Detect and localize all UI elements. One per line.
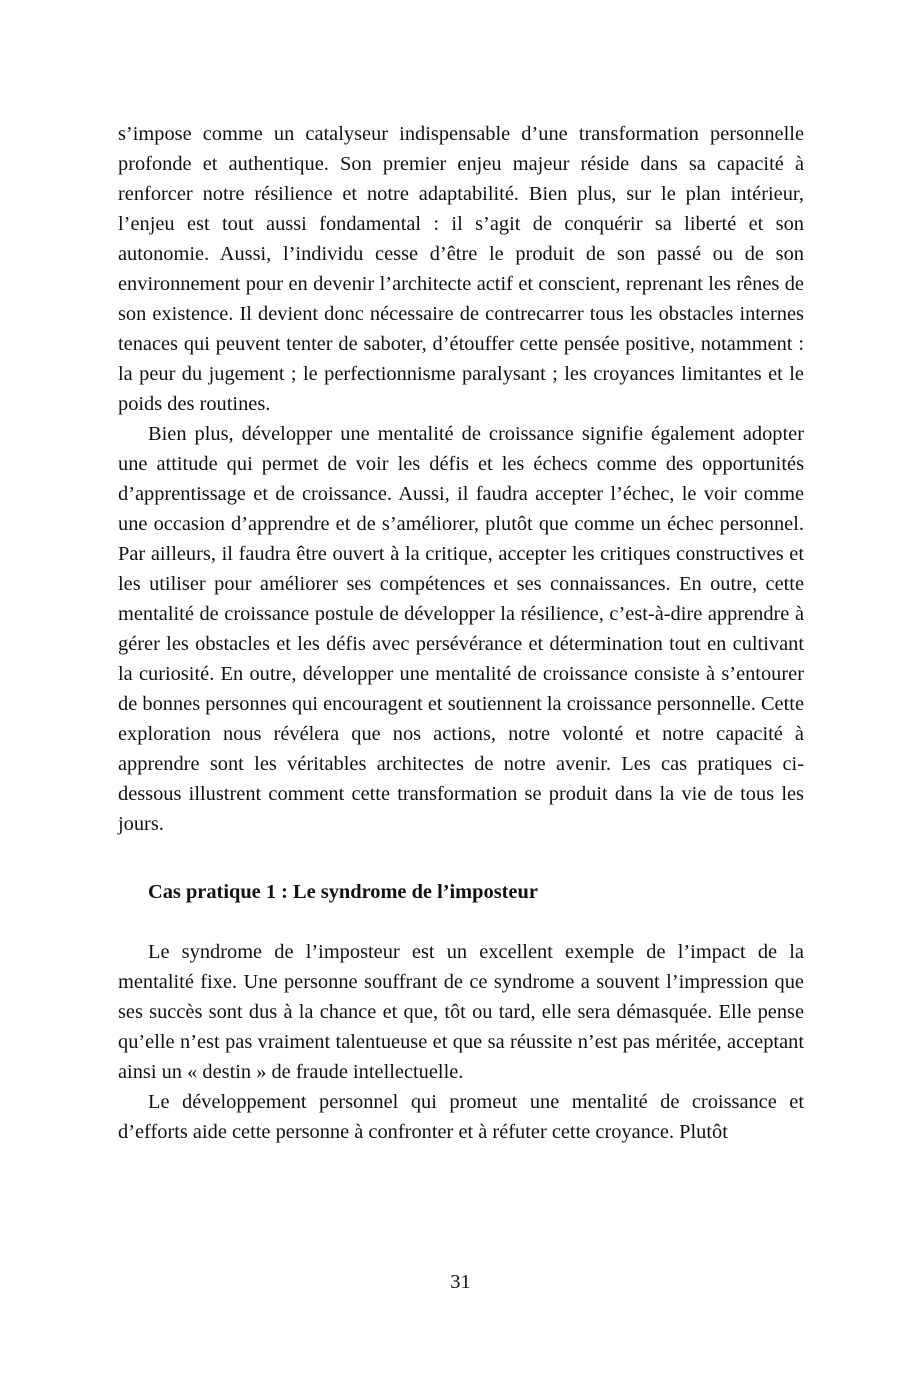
paragraph-continuation: s’impose comme un catalyseur indispensable d’une transformation personnelle profonde et authentique. Son premier enjeu majeur réside dans sa capacité à renforcer notre résilience et notre adaptabilité. Bien plus, sur le plan intérieur, l’enjeu est tout aussi fondamental : il s’agit de conquérir sa liberté et son autonomie. Aussi, l’individu cesse d’être le produit de son passé ou de son environnement pour en devenir l’architecte actif et conscient, reprenant les rênes de son existence. Il devient donc nécessaire de contrecarrer tous les obstacles internes tenaces qui peuvent tenter de saboter, d’étouffer cette pensée positive, notamment : la peur du jugement ; le perfectionnisme paralysant ; les croyances limitantes et le poids des routines. [118,123,804,415]
paragraph-personal-development: Le développement personnel qui promeut une mentalité de croissance et d’efforts aide cette personne à confronter et à réfuter cette croyance. Plutôt [118,1091,804,1143]
paragraph-impostor-syndrome: Le syndrome de l’imposteur est un excellent exemple de l’impact de la mentalité fixe. Une personne souffrant de ce syndrome a souvent l’impression que ses succès sont dus à la chance et que, tôt ou tard, elle sera démasquée. Elle pense qu’elle n’est pas vraiment talentueuse et que sa réussite n’est pas méritée, acceptant ainsi un « destin » de fraude intellectuelle. [118,941,804,1083]
section-heading: Cas pratique 1 : Le syndrome de l’imposteur [148,881,538,903]
page-number: 31 [450,1271,471,1293]
paragraph-growth-mindset: Bien plus, développer une mentalité de croissance signifie également adopter une attitude qui permet de voir les défis et les échecs comme des opportunités d’apprentissage et de croissance. Aussi, il faudra accepter l’échec, le voir comme une occasion d’apprendre et de s’améliorer, plutôt que comme un échec personnel. Par ailleurs, il faudra être ouvert à la critique, accepter les critiques constructives et les utiliser pour améliorer ses compétences et ses connaissances. En outre, cette mentalité de croissance postule de développer la résilience, c’est-à-dire apprendre à gérer les obstacles et les défis avec persévérance et détermination tout en cultivant la curiosité. En outre, développer une mentalité de croissance consiste à s’entourer de bonnes personnes qui encouragent et soutiennent la croissance personnelle. Cette exploration nous révélera que nos actions, notre volonté et notre capacité à apprendre sont les véritables architectes de notre avenir. Les cas pratiques ci-dessous illustrent comment cette transformation se produit dans la vie de tous les jours. [118,423,804,835]
page-body [118,119,804,1147]
